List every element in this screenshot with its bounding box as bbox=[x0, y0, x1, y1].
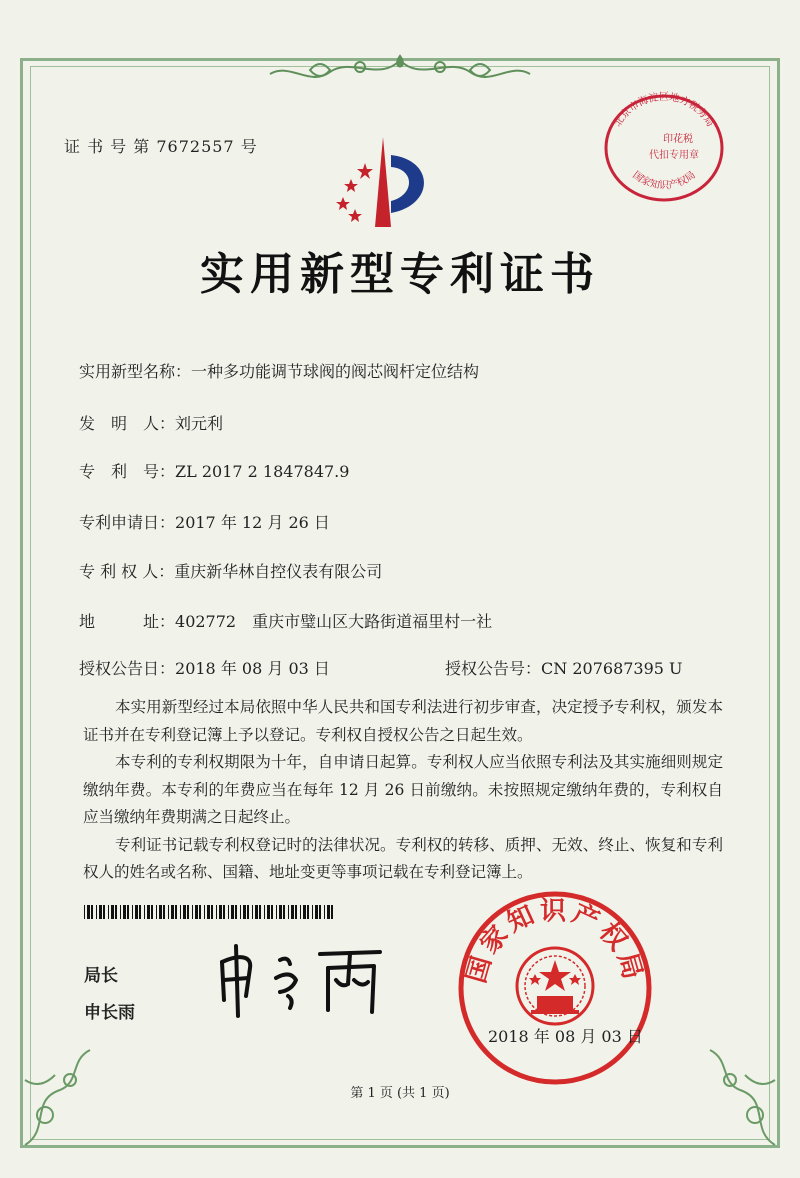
page-footer: 第 1 页 (共 1 页) bbox=[350, 1086, 450, 1101]
certificate-number: 证 书 号 第 7672557 号 bbox=[64, 137, 258, 156]
tax-stamp bbox=[600, 90, 728, 206]
filing-date-value: 2017 年 12 月 26 日 bbox=[175, 513, 330, 532]
filing-date-row bbox=[79, 510, 330, 533]
address-row bbox=[79, 609, 492, 632]
body-paragraph-1: 本实用新型经过本局依照中华人民共和国专利法进行初步审查，决定授予专利权，颁发本证书并在专利登记簿上予以登记。专利权自授权公告之日起生效。 bbox=[83, 698, 723, 744]
name-label: 实用新型名称： bbox=[79, 362, 192, 381]
grant-number-value: CN 207687395 U bbox=[541, 659, 683, 678]
barcode bbox=[84, 905, 334, 919]
tax-stamp-line2: 代扣专用章 bbox=[649, 150, 699, 161]
patentee-label: 专 利 权 人： bbox=[79, 562, 175, 581]
grant-number-row bbox=[445, 656, 683, 679]
body-paragraph-3: 专利证书记载专利权登记时的法律状况。专利权的转移、质押、无效、终止、恢复和专利权人的姓名或名称、国籍、地址变更等事项记载在专利登记簿上。 bbox=[83, 835, 723, 881]
national-emblem-icon bbox=[517, 948, 593, 1024]
certificate-body bbox=[83, 694, 723, 887]
grant-date-value: 2018 年 08 月 03 日 bbox=[175, 659, 330, 678]
official-seal bbox=[455, 888, 655, 1088]
grant-date-label: 授权公告日： bbox=[79, 659, 176, 678]
tax-stamp-line1: 印花税 bbox=[663, 134, 693, 145]
utility-model-name-row bbox=[79, 359, 479, 382]
tax-stamp-bottom-text: 国家知识产权局 bbox=[630, 169, 698, 192]
certificate-title: 实用新型专利证书 bbox=[200, 249, 600, 300]
grant-date-row bbox=[79, 656, 330, 679]
address-label: 地 址： bbox=[79, 612, 176, 631]
patent-number-row bbox=[79, 459, 349, 482]
director-signature bbox=[210, 940, 390, 1020]
patent-office-logo bbox=[325, 135, 445, 235]
top-ornament bbox=[250, 52, 550, 92]
svg-text:国家知识产权局 bbox=[630, 169, 697, 192]
inventor-row bbox=[79, 411, 223, 434]
patent-number-value: ZL 2017 2 1847847.9 bbox=[175, 462, 350, 481]
director-title: 局长 bbox=[84, 966, 118, 986]
seal-date: 2018 年 08 月 03 日 bbox=[488, 1027, 643, 1046]
address-value: 402772 重庆市璧山区大路街道福里村一社 bbox=[175, 612, 493, 631]
seal-text: 国家知识产权局 bbox=[461, 896, 649, 987]
grant-number-label: 授权公告号： bbox=[445, 659, 542, 678]
tax-stamp-outer-text: 北京市海淀区地方税务局 bbox=[612, 92, 716, 129]
body-paragraph-2: 本专利的专利权期限为十年，自申请日起算。专利权人应当依照专利法及其实施细则规定缴纳年费。本专利的年费应当在每年 12 月 26 日前缴纳。未按照规定缴纳年费的，专利权自应当缴纳年费期满之日起终止。 bbox=[83, 753, 723, 826]
inventor-value: 刘元利 bbox=[175, 414, 224, 433]
svg-text:北京市海淀区地方税务局 bbox=[612, 90, 717, 129]
patent-number-label: 专 利 号： bbox=[79, 462, 176, 481]
patentee-value: 重庆新华林自控仪表有限公司 bbox=[174, 562, 383, 581]
director-name: 申长雨 bbox=[84, 1003, 135, 1023]
name-value: 一种多功能调节球阀的阀芯阀杆定位结构 bbox=[191, 362, 480, 381]
inventor-label: 发 明 人： bbox=[79, 414, 176, 433]
filing-date-label: 专利申请日： bbox=[79, 513, 176, 532]
patentee-row bbox=[79, 559, 382, 582]
